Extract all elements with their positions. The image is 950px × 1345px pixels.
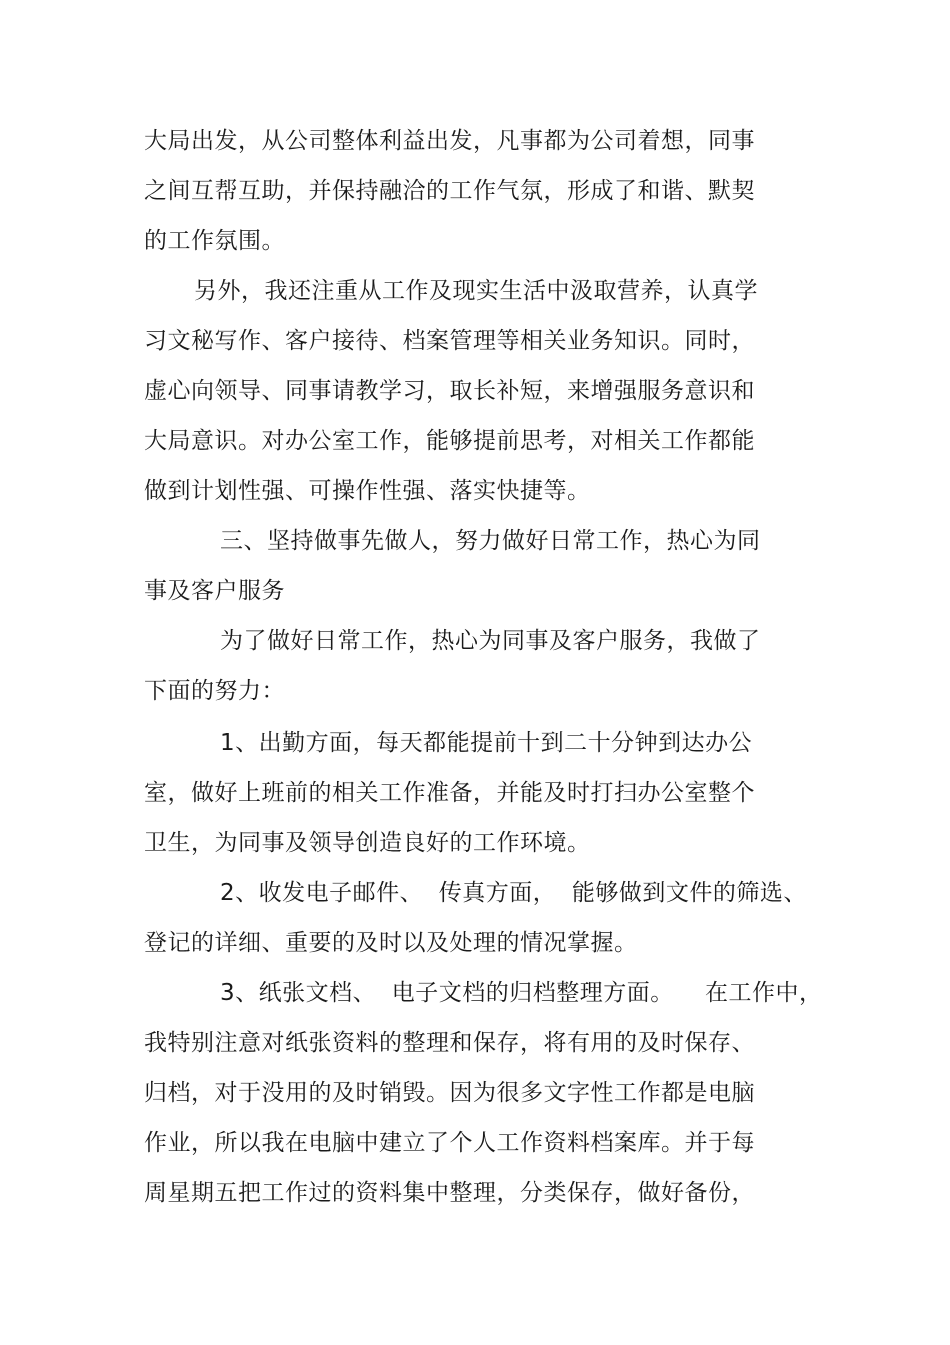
text-line: 作业，所以我在电脑中建立了个人工作资料档案库。并于每 <box>144 1130 755 1156</box>
text-line: 大局意识。对办公室工作，能够提前思考，对相关工作都能 <box>144 428 755 454</box>
text-line: 室，做好上班前的相关工作准备，并能及时打扫办公室整个 <box>144 780 755 806</box>
list-item-line: 1、出勤方面，每天都能提前十到二十分钟到达办公 <box>220 730 753 756</box>
section-heading-line: 三、坚持做事先做人，努力做好日常工作，热心为同 <box>220 528 761 554</box>
text-line: 卫生，为同事及领导创造良好的工作环境。 <box>144 830 591 856</box>
text-line: 虚心向领导、同事请教学习，取长补短，来增强服务意识和 <box>144 378 755 404</box>
section-heading-line: 事及客户服务 <box>144 578 285 604</box>
text-line: 大局出发，从公司整体利益出发，凡事都为公司着想，同事 <box>144 128 755 154</box>
text-line: 为了做好日常工作，热心为同事及客户服务，我做了 <box>220 628 761 654</box>
text-line: 的工作氛围。 <box>144 228 285 254</box>
text-line: 周星期五把工作过的资料集中整理，分类保存，做好备份， <box>144 1180 755 1206</box>
text-line: 之间互帮互助，并保持融洽的工作气氛，形成了和谐、默契 <box>144 178 755 204</box>
text-line: 另外，我还注重从工作及现实生活中汲取营养，认真学 <box>194 278 758 304</box>
list-item-line: 3、纸张文档、 电子文档的归档整理方面。 在工作中， <box>220 980 823 1006</box>
text-line: 登记的详细、重要的及时以及处理的情况掌握。 <box>144 930 638 956</box>
text-line: 归档，对于没用的及时销毁。因为很多文字性工作都是电脑 <box>144 1080 755 1106</box>
list-item-line: 2、收发电子邮件、 传真方面， 能够做到文件的筛选、 <box>220 880 807 906</box>
text-line: 做到计划性强、可操作性强、落实快捷等。 <box>144 478 591 504</box>
text-line: 我特别注意对纸张资料的整理和保存，将有用的及时保存、 <box>144 1030 755 1056</box>
text-line: 习文秘写作、客户接待、档案管理等相关业务知识。同时， <box>144 328 755 354</box>
text-line: 下面的努力： <box>144 678 285 704</box>
